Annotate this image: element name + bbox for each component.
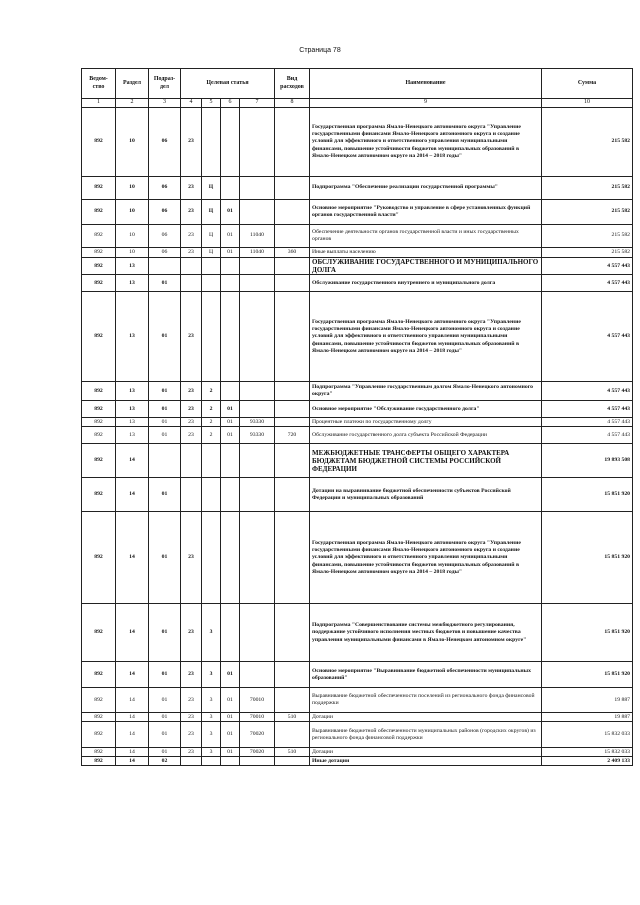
- name-cell: Дотации на выравнивание бюджетной обеспеченности субъектов Российской Федерации и муниципальных образований: [310, 478, 542, 512]
- target-activity-cell: [221, 604, 240, 662]
- target-direction-cell: [240, 757, 275, 766]
- target-direction-cell: [240, 258, 275, 275]
- section-cell: 14: [116, 444, 149, 478]
- sum-cell: 15 832 033: [542, 722, 633, 748]
- expense-type-cell: [275, 512, 310, 604]
- sum-cell: 15 851 920: [542, 662, 633, 688]
- table-row: [82, 444, 633, 478]
- subsection-cell: 01: [149, 292, 181, 382]
- subsection-cell: 01: [149, 382, 181, 401]
- sum-cell: 215 582: [542, 225, 633, 248]
- table-row: [82, 688, 633, 713]
- section-cell: 14: [116, 713, 149, 722]
- target-program-cell: 23: [181, 688, 202, 713]
- target-activity-cell: [221, 382, 240, 401]
- name-cell: Подпрограмма "Управление государственным долгом Ямало-Ненецкого автономного округа": [310, 382, 542, 401]
- dept-cell: 892: [82, 427, 116, 444]
- target-program-cell: 23: [181, 512, 202, 604]
- target-activity-cell: 01: [221, 662, 240, 688]
- sum-cell: 2 409 133: [542, 757, 633, 766]
- target-program-cell: 23: [181, 382, 202, 401]
- subsection-cell: 06: [149, 200, 181, 225]
- target-direction-cell: [240, 401, 275, 418]
- subsection-cell: 01: [149, 512, 181, 604]
- target-activity-cell: [221, 444, 240, 478]
- target-activity-cell: 01: [221, 248, 240, 258]
- table-body: [82, 108, 633, 766]
- target-subprogram-cell: 3: [202, 688, 221, 713]
- sum-cell: 19 887: [542, 688, 633, 713]
- name-cell: Государственная программа Ямало-Ненецкого автономного округа "Управление государственными финансами Ямало-Ненецкого автономного округа и создание условий для эффективного и ответственного управления муниципальными финансами, повышение устойчивости бюджетов муниципальных образований в Ямало-Ненецком автономном округе на 2014 – 2018 годы": [310, 512, 542, 604]
- colnum: 4: [181, 99, 202, 108]
- subsection-cell: 01: [149, 401, 181, 418]
- sum-cell: 215 582: [542, 248, 633, 258]
- section-cell: 14: [116, 688, 149, 713]
- name-cell: МЕЖБЮДЖЕТНЫЕ ТРАНСФЕРТЫ ОБЩЕГО ХАРАКТЕРА БЮДЖЕТАМ БЮДЖЕТНОЙ СИСТЕМЫ РОССИЙСКОЙ ФЕДЕРАЦИИ: [310, 444, 542, 478]
- target-program-cell: 23: [181, 748, 202, 757]
- dept-cell: 892: [82, 401, 116, 418]
- table-row: [82, 713, 633, 722]
- header-subsection: Подраз-дел: [149, 69, 181, 99]
- expense-type-cell: 510: [275, 748, 310, 757]
- target-activity-cell: 01: [221, 713, 240, 722]
- target-program-cell: 23: [181, 418, 202, 427]
- section-cell: 14: [116, 604, 149, 662]
- target-program-cell: [181, 757, 202, 766]
- name-cell: Дотации: [310, 748, 542, 757]
- target-direction-cell: 70010: [240, 688, 275, 713]
- target-activity-cell: 01: [221, 200, 240, 225]
- name-cell: Основное мероприятие "Руководство и управление в сфере установленных функций органов государственной власти": [310, 200, 542, 225]
- target-direction-cell: 93330: [240, 427, 275, 444]
- sum-cell: 15 832 033: [542, 748, 633, 757]
- expense-type-cell: [275, 604, 310, 662]
- target-activity-cell: [221, 275, 240, 292]
- dept-cell: 892: [82, 108, 116, 177]
- dept-cell: 892: [82, 688, 116, 713]
- expense-type-cell: [275, 418, 310, 427]
- subsection-cell: 01: [149, 688, 181, 713]
- name-cell: Процентные платежи по государственному долгу: [310, 418, 542, 427]
- header-expense-type: Вид расходов: [275, 69, 310, 99]
- section-cell: 10: [116, 200, 149, 225]
- target-program-cell: 23: [181, 177, 202, 200]
- name-cell: Государственная программа Ямало-Ненецкого автономного округа "Управление государственными финансами Ямало-Ненецкого автономного округа и создание условий для эффективного и ответственного управления муниципальными финансами, повышение устойчивости бюджетов муниципальных образований в Ямало-Ненецком автономном округе на 2014 – 2018 годы": [310, 108, 542, 177]
- target-direction-cell: [240, 662, 275, 688]
- target-program-cell: [181, 444, 202, 478]
- expense-type-cell: [275, 292, 310, 382]
- target-program-cell: 23: [181, 604, 202, 662]
- section-cell: 13: [116, 292, 149, 382]
- dept-cell: 892: [82, 382, 116, 401]
- target-subprogram-cell: [202, 292, 221, 382]
- target-direction-cell: [240, 604, 275, 662]
- target-subprogram-cell: Ц: [202, 200, 221, 225]
- name-cell: Подпрограмма "Обеспечение реализации государственной программы": [310, 177, 542, 200]
- target-program-cell: 23: [181, 108, 202, 177]
- target-subprogram-cell: [202, 512, 221, 604]
- subsection-cell: 06: [149, 108, 181, 177]
- table-row: [82, 292, 633, 382]
- colnum: 5: [202, 99, 221, 108]
- target-subprogram-cell: 3: [202, 713, 221, 722]
- expense-type-cell: [275, 444, 310, 478]
- section-cell: 14: [116, 478, 149, 512]
- section-cell: 14: [116, 722, 149, 748]
- dept-cell: 892: [82, 418, 116, 427]
- budget-table: [81, 68, 633, 766]
- colnum: 1: [82, 99, 116, 108]
- subsection-cell: 06: [149, 225, 181, 248]
- section-cell: 13: [116, 418, 149, 427]
- table-row: [82, 248, 633, 258]
- expense-type-cell: [275, 225, 310, 248]
- target-subprogram-cell: 2: [202, 401, 221, 418]
- expense-type-cell: [275, 401, 310, 418]
- table-row: [82, 512, 633, 604]
- expense-type-cell: [275, 275, 310, 292]
- target-program-cell: 23: [181, 722, 202, 748]
- subsection-cell: 01: [149, 478, 181, 512]
- target-direction-cell: 70020: [240, 722, 275, 748]
- target-subprogram-cell: 2: [202, 382, 221, 401]
- expense-type-cell: [275, 722, 310, 748]
- target-subprogram-cell: 2: [202, 418, 221, 427]
- subsection-cell: 01: [149, 713, 181, 722]
- name-cell: Обеспечение деятельности органов государственной власти и иных государственных органов: [310, 225, 542, 248]
- target-activity-cell: 01: [221, 722, 240, 748]
- sum-cell: 4 557 443: [542, 275, 633, 292]
- target-program-cell: [181, 275, 202, 292]
- table-row: [82, 757, 633, 766]
- dept-cell: 892: [82, 722, 116, 748]
- colnum: 9: [310, 99, 542, 108]
- expense-type-cell: [275, 662, 310, 688]
- name-cell: Подпрограмма "Совершенствование системы межбюджетного регулирования, поддержание устойчивого исполнения местных бюджетов и повышение качества управления муниципальными финансами в Ямало-Ненецком автономном округе": [310, 604, 542, 662]
- target-direction-cell: 70010: [240, 713, 275, 722]
- name-cell: Обслуживание государственного внутреннего и муниципального долга: [310, 275, 542, 292]
- subsection-cell: 06: [149, 248, 181, 258]
- sum-cell: 4 557 443: [542, 401, 633, 418]
- sum-cell: 215 582: [542, 177, 633, 200]
- table-row: [82, 382, 633, 401]
- target-direction-cell: 93330: [240, 418, 275, 427]
- target-subprogram-cell: Ц: [202, 248, 221, 258]
- target-activity-cell: [221, 292, 240, 382]
- sum-cell: 215 582: [542, 108, 633, 177]
- table-row: [82, 604, 633, 662]
- sum-cell: 19 887: [542, 713, 633, 722]
- sum-cell: 15 851 920: [542, 512, 633, 604]
- sum-cell: 15 851 920: [542, 604, 633, 662]
- colnum: 7: [240, 99, 275, 108]
- sum-cell: 4 557 443: [542, 427, 633, 444]
- dept-cell: 892: [82, 292, 116, 382]
- target-program-cell: 23: [181, 427, 202, 444]
- dept-cell: 892: [82, 258, 116, 275]
- section-cell: 13: [116, 258, 149, 275]
- section-cell: 14: [116, 662, 149, 688]
- target-activity-cell: [221, 478, 240, 512]
- header-target: Целевая статья: [181, 69, 275, 99]
- column-number-row: [82, 99, 633, 108]
- target-subprogram-cell: [202, 444, 221, 478]
- target-activity-cell: 01: [221, 427, 240, 444]
- table-row: [82, 177, 633, 200]
- section-cell: 13: [116, 401, 149, 418]
- table-row: [82, 722, 633, 748]
- table-row: [82, 748, 633, 757]
- target-activity-cell: 01: [221, 225, 240, 248]
- dept-cell: 892: [82, 177, 116, 200]
- table-row: [82, 225, 633, 248]
- table-row: [82, 418, 633, 427]
- dept-cell: 892: [82, 604, 116, 662]
- name-cell: Обслуживание государственного долга субъекта Российской Федерации: [310, 427, 542, 444]
- name-cell: Выравнивание бюджетной обеспеченности муниципальных районов (городских округов) из регионального фонда финансовой поддержки: [310, 722, 542, 748]
- header-section: Раздел: [116, 69, 149, 99]
- target-activity-cell: [221, 512, 240, 604]
- sum-cell: 15 851 920: [542, 478, 633, 512]
- target-subprogram-cell: 3: [202, 748, 221, 757]
- target-program-cell: 23: [181, 401, 202, 418]
- target-subprogram-cell: 3: [202, 662, 221, 688]
- sum-cell: 4 557 443: [542, 418, 633, 427]
- table-row: [82, 275, 633, 292]
- target-direction-cell: [240, 200, 275, 225]
- dept-cell: 892: [82, 444, 116, 478]
- subsection-cell: 01: [149, 722, 181, 748]
- target-activity-cell: 01: [221, 688, 240, 713]
- expense-type-cell: [275, 757, 310, 766]
- sum-cell: 4 557 443: [542, 258, 633, 275]
- subsection-cell: 02: [149, 757, 181, 766]
- header-dept: Ведом-ство: [82, 69, 116, 99]
- subsection-cell: [149, 444, 181, 478]
- subsection-cell: 01: [149, 662, 181, 688]
- target-subprogram-cell: 2: [202, 427, 221, 444]
- expense-type-cell: 720: [275, 427, 310, 444]
- section-cell: 14: [116, 757, 149, 766]
- name-cell: Иные дотации: [310, 757, 542, 766]
- target-subprogram-cell: 3: [202, 604, 221, 662]
- dept-cell: 892: [82, 512, 116, 604]
- expense-type-cell: 510: [275, 713, 310, 722]
- target-direction-cell: [240, 275, 275, 292]
- table-row: [82, 401, 633, 418]
- subsection-cell: 01: [149, 275, 181, 292]
- colnum: 2: [116, 99, 149, 108]
- dept-cell: 892: [82, 248, 116, 258]
- subsection-cell: 01: [149, 418, 181, 427]
- sum-cell: 4 557 443: [542, 382, 633, 401]
- name-cell: Иные выплаты населению: [310, 248, 542, 258]
- target-direction-cell: [240, 444, 275, 478]
- sum-cell: 4 557 443: [542, 292, 633, 382]
- section-cell: 13: [116, 275, 149, 292]
- header-row: [82, 69, 633, 99]
- table-row: [82, 200, 633, 225]
- target-direction-cell: 70020: [240, 748, 275, 757]
- target-direction-cell: 11040: [240, 248, 275, 258]
- target-direction-cell: [240, 478, 275, 512]
- sum-cell: 215 582: [542, 200, 633, 225]
- section-cell: 13: [116, 427, 149, 444]
- subsection-cell: 01: [149, 604, 181, 662]
- section-cell: 10: [116, 108, 149, 177]
- target-program-cell: [181, 258, 202, 275]
- subsection-cell: [149, 258, 181, 275]
- target-activity-cell: [221, 108, 240, 177]
- name-cell: Основное мероприятие "Выравнивание бюджетной обеспеченности муниципальных образований": [310, 662, 542, 688]
- target-direction-cell: 11040: [240, 225, 275, 248]
- header-name: Наименование: [310, 69, 542, 99]
- target-subprogram-cell: [202, 275, 221, 292]
- section-cell: 14: [116, 512, 149, 604]
- sum-cell: 19 893 508: [542, 444, 633, 478]
- expense-type-cell: [275, 200, 310, 225]
- target-activity-cell: [221, 177, 240, 200]
- dept-cell: 892: [82, 662, 116, 688]
- target-program-cell: 23: [181, 225, 202, 248]
- dept-cell: 892: [82, 748, 116, 757]
- colnum: 10: [542, 99, 633, 108]
- expense-type-cell: [275, 108, 310, 177]
- target-program-cell: 23: [181, 713, 202, 722]
- dept-cell: 892: [82, 757, 116, 766]
- dept-cell: 892: [82, 200, 116, 225]
- dept-cell: 892: [82, 478, 116, 512]
- target-activity-cell: [221, 757, 240, 766]
- target-program-cell: 23: [181, 292, 202, 382]
- subsection-cell: 06: [149, 177, 181, 200]
- table-row: [82, 108, 633, 177]
- expense-type-cell: [275, 258, 310, 275]
- target-subprogram-cell: 3: [202, 722, 221, 748]
- section-cell: 10: [116, 177, 149, 200]
- target-direction-cell: [240, 512, 275, 604]
- target-direction-cell: [240, 108, 275, 177]
- expense-type-cell: [275, 478, 310, 512]
- name-cell: Дотации: [310, 713, 542, 722]
- target-subprogram-cell: Ц: [202, 225, 221, 248]
- subsection-cell: 01: [149, 748, 181, 757]
- expense-type-cell: [275, 382, 310, 401]
- section-cell: 10: [116, 248, 149, 258]
- section-cell: 14: [116, 748, 149, 757]
- section-cell: 10: [116, 225, 149, 248]
- target-activity-cell: 01: [221, 748, 240, 757]
- expense-type-cell: [275, 688, 310, 713]
- target-direction-cell: [240, 382, 275, 401]
- target-subprogram-cell: [202, 108, 221, 177]
- expense-type-cell: [275, 177, 310, 200]
- expense-type-cell: 360: [275, 248, 310, 258]
- target-program-cell: 23: [181, 662, 202, 688]
- target-program-cell: 23: [181, 248, 202, 258]
- target-activity-cell: 01: [221, 401, 240, 418]
- target-subprogram-cell: [202, 757, 221, 766]
- dept-cell: 892: [82, 713, 116, 722]
- section-cell: 13: [116, 382, 149, 401]
- target-direction-cell: [240, 292, 275, 382]
- table-row: [82, 662, 633, 688]
- target-subprogram-cell: [202, 258, 221, 275]
- colnum: 8: [275, 99, 310, 108]
- table-row: [82, 258, 633, 275]
- target-program-cell: 23: [181, 200, 202, 225]
- dept-cell: 892: [82, 225, 116, 248]
- table-row: [82, 478, 633, 512]
- target-activity-cell: [221, 258, 240, 275]
- target-subprogram-cell: [202, 478, 221, 512]
- colnum: 3: [149, 99, 181, 108]
- target-direction-cell: [240, 177, 275, 200]
- name-cell: ОБСЛУЖИВАНИЕ ГОСУДАРСТВЕННОГО И МУНИЦИПАЛЬНОГО ДОЛГА: [310, 258, 542, 275]
- header-sum: Сумма: [542, 69, 633, 99]
- name-cell: Основное мероприятие "Обслуживание государственного долга": [310, 401, 542, 418]
- dept-cell: 892: [82, 275, 116, 292]
- name-cell: Государственная программа Ямало-Ненецкого автономного округа "Управление государственными финансами Ямало-Ненецкого автономного округа и создание условий для эффективного и ответственного управления муниципальными финансами, повышение устойчивости бюджетов муниципальных образований в Ямало-Ненецком автономном округе на 2014 – 2018 годы": [310, 292, 542, 382]
- colnum: 6: [221, 99, 240, 108]
- target-subprogram-cell: Ц: [202, 177, 221, 200]
- page-number: Страница 78: [299, 47, 341, 54]
- target-activity-cell: 01: [221, 418, 240, 427]
- name-cell: Выравнивание бюджетной обеспеченности поселений из регионального фонда финансовой поддержки: [310, 688, 542, 713]
- subsection-cell: 01: [149, 427, 181, 444]
- table-row: [82, 427, 633, 444]
- target-program-cell: [181, 478, 202, 512]
